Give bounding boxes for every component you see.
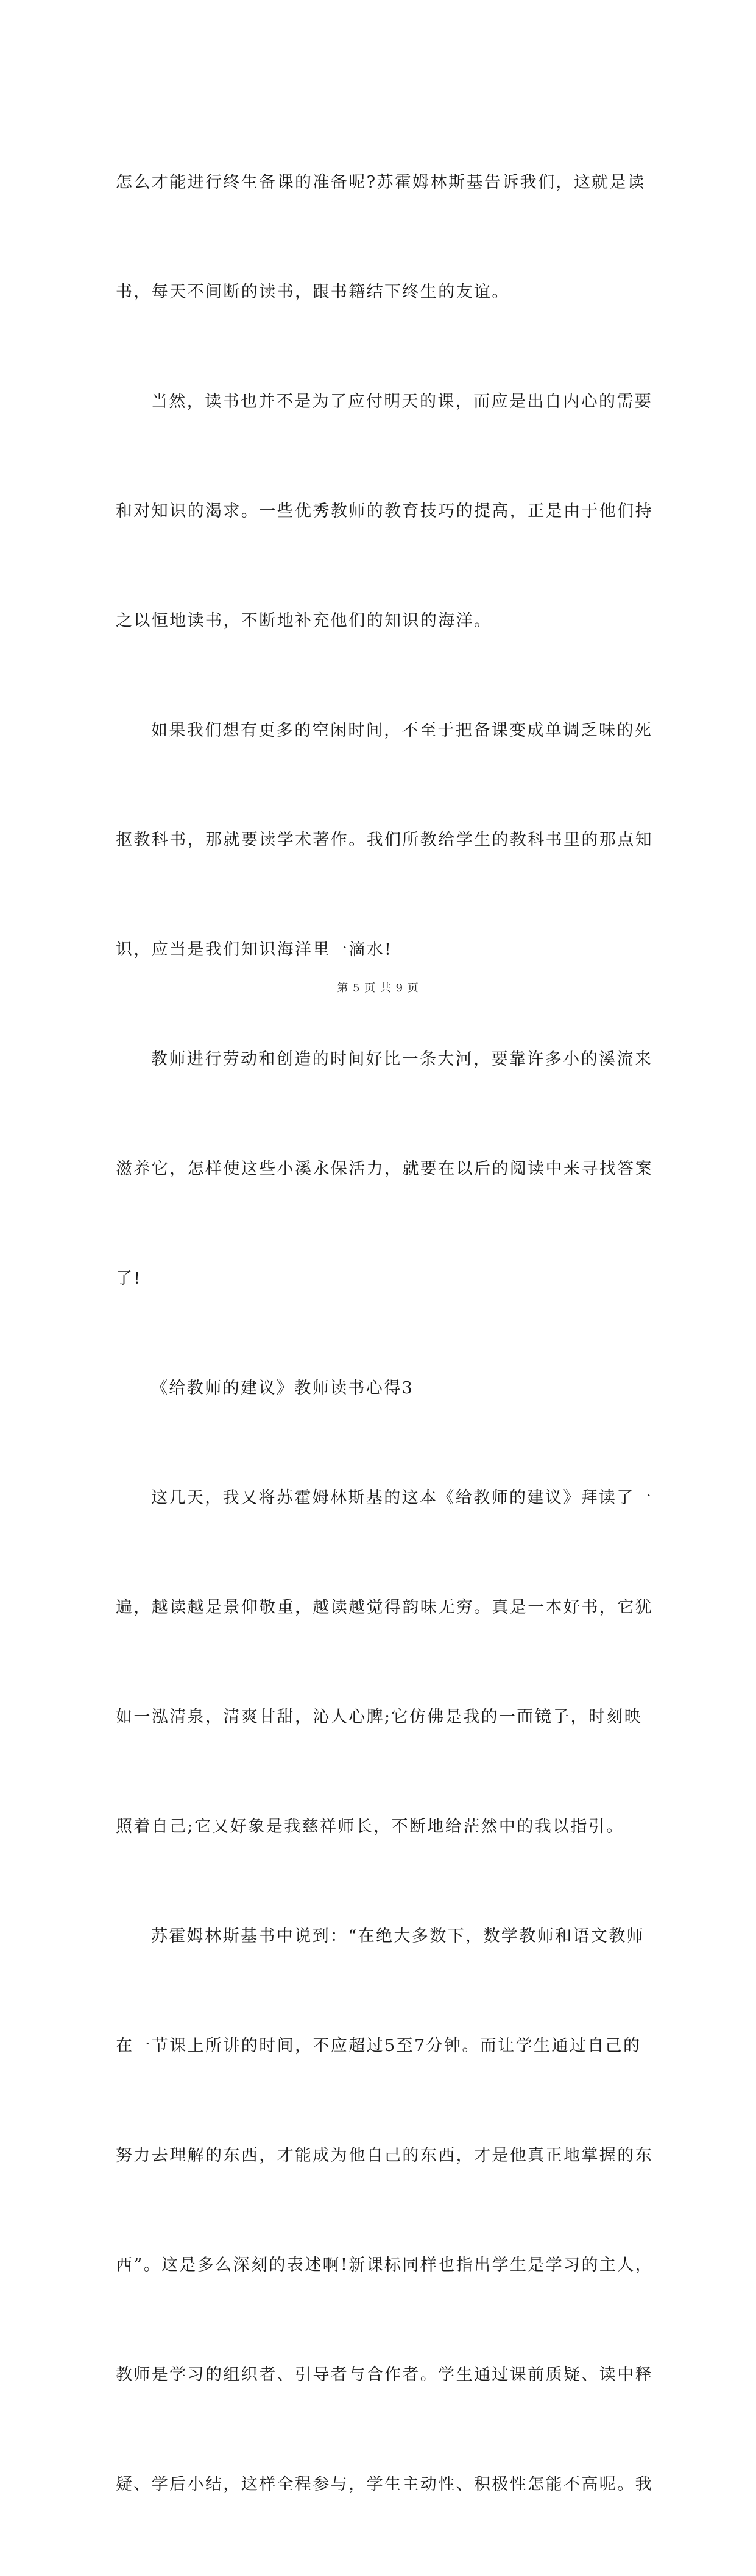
text-line: 这几天，我又将苏霍姆林斯基的这本《给教师的建议》拜读了一: [151, 1488, 653, 1507]
document-body: [116, 91, 654, 2576]
text-line: 疑、学后小结，这样全程参与，学生主动性、积极性怎能不高呢。我: [116, 2475, 653, 2494]
text-line: 如一泓清泉，清爽甘甜，沁人心脾;它仿佛是我的一面镜子，时刻映: [116, 1708, 643, 1726]
page-footer: 第 5 页 共 9 页: [337, 982, 419, 994]
text-line: 教师进行劳动和创造的时间好比一条大河，要靠许多小的溪流来: [151, 1050, 653, 1069]
section-heading: 《给教师的建议》教师读书心得3: [151, 1379, 414, 1398]
text-line: 之以恒地读书，不断地补充他们的知识的海洋。: [116, 611, 492, 630]
text-line: 书，每天不间断的读书，跟书籍结下终生的友谊。: [116, 283, 510, 301]
text-line: 当然，读书也并不是为了应付明天的课，而应是出自内心的需要: [151, 392, 653, 411]
text-line: 怎么才能进行终生备课的准备呢?苏霍姆林斯基告诉我们，这就是读: [116, 173, 646, 192]
text-line: 如果我们想有更多的空闲时间，不至于把备课变成单调乏味的死: [151, 721, 653, 740]
text-line: 西”。这是多么深刻的表述啊!新课标同样也指出学生是学习的主人，: [116, 2256, 654, 2275]
text-line: 在一节课上所讲的时间，不应超过5至7分钟。而让学生通过自己的: [116, 2036, 641, 2055]
text-line: 照着自己;它又好象是我慈祥师长，不断地给茫然中的我以指引。: [116, 1817, 624, 1836]
text-line: 了!: [116, 1269, 142, 1288]
text-line: 和对知识的渴求。一些优秀教师的教育技巧的提高，正是由于他们持: [116, 502, 653, 521]
text-line: 滋养它，怎样使这些小溪永保活力，就要在以后的阅读中来寻找答案: [116, 1160, 653, 1178]
text-line: 遍，越读越是景仰敬重，越读越觉得韵味无穷。真是一本好书，它犹: [116, 1598, 653, 1617]
body-text: [116, 91, 654, 2576]
text-line: 抠教科书，那就要读学术著作。我们所教给学生的教科书里的那点知: [116, 831, 653, 850]
text-line: 教师是学习的组织者、引导者与合作者。学生通过课前质疑、读中释: [116, 2365, 653, 2384]
text-line: 苏霍姆林斯基书中说到：“在绝大多数下，数学教师和语文教师: [151, 1927, 645, 1946]
text-line: 识，应当是我们知识海洋里一滴水!: [116, 940, 393, 959]
text-line: 努力去理解的东西，才能成为他自己的东西，才是他真正地掌握的东: [116, 2146, 653, 2165]
